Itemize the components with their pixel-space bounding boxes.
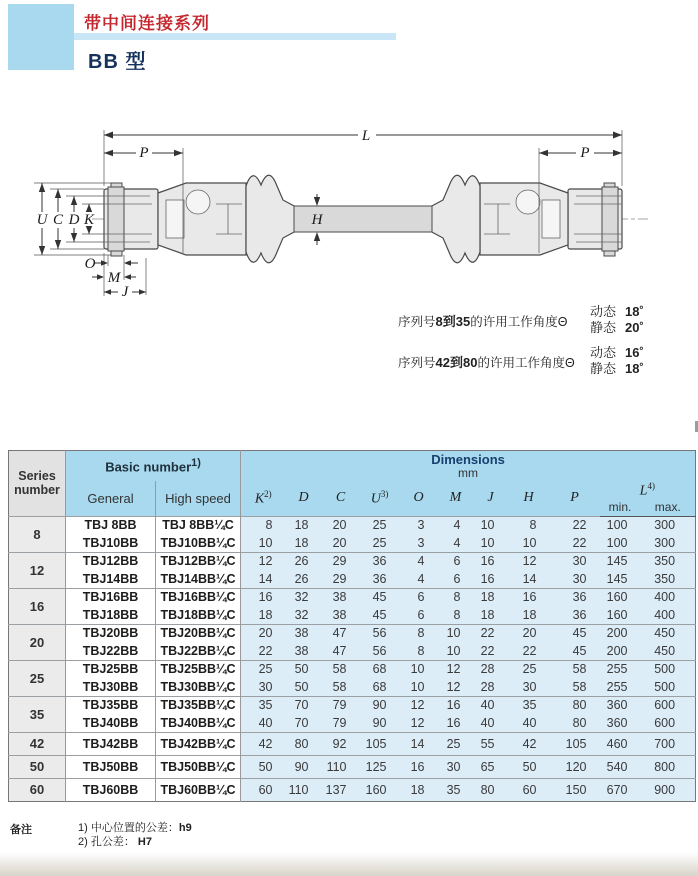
- working-angle-notes: [398, 304, 644, 377]
- dim-label-D: D: [68, 212, 80, 228]
- series-number-cell: 8: [9, 516, 66, 552]
- high-speed-number-cell: TBJ12BB¼C: [156, 552, 241, 570]
- dimension-value-cell: 14: [400, 732, 438, 755]
- dimension-value-cell: 10: [438, 624, 474, 642]
- dimension-value-cell: 10: [474, 534, 508, 552]
- dimension-value-cell: 40: [241, 714, 286, 732]
- dimension-value-cell: 36: [550, 588, 600, 606]
- angle-note-values: [590, 304, 644, 336]
- static-value: 18˚: [625, 361, 644, 376]
- high-speed-number-cell: TBJ16BB¼C: [156, 588, 241, 606]
- dimension-value-cell: 110: [322, 755, 360, 778]
- dimension-value-cell: 50: [241, 755, 286, 778]
- dimension-value-cell: 92: [322, 732, 360, 755]
- dimension-value-cell: 8: [438, 606, 474, 624]
- dimension-value-cell: 56: [360, 624, 400, 642]
- dim-label-U: U: [36, 212, 48, 228]
- high-speed-number-cell: TBJ60BB¼C: [156, 778, 241, 801]
- table-row: [9, 624, 696, 642]
- high-speed-number-cell: TBJ20BB¼C: [156, 624, 241, 642]
- header-col-U: $U^{3)}$: [360, 481, 400, 516]
- header-col-O: O: [400, 481, 438, 516]
- dimension-value-cell: 36: [550, 606, 600, 624]
- angle-note-label: 序列号42到80的许用工作角度Θ: [398, 354, 575, 370]
- dimension-value-cell: 8: [438, 588, 474, 606]
- header-dimensions: Dimensions mm: [241, 451, 696, 482]
- table-row: [9, 552, 696, 570]
- dimension-value-cell: 200: [600, 642, 641, 660]
- dimension-value-cell: 40: [474, 696, 508, 714]
- dimension-value-cell: 16: [241, 588, 286, 606]
- dimension-value-cell: 28: [474, 660, 508, 678]
- dimension-value-cell: 42: [241, 732, 286, 755]
- table-row: [9, 534, 696, 552]
- dimension-value-cell: 80: [474, 778, 508, 801]
- dimension-value-cell: 10: [508, 534, 550, 552]
- series-number-cell: 20: [9, 624, 66, 660]
- dimension-value-cell: 30: [550, 552, 600, 570]
- dimension-value-cell: 14: [508, 570, 550, 588]
- dimension-value-cell: 26: [286, 570, 322, 588]
- general-number-cell: TBJ35BB: [66, 696, 156, 714]
- dimension-value-cell: 58: [550, 678, 600, 696]
- right-joint-assembly: [430, 175, 622, 263]
- dimension-value-cell: 6: [400, 588, 438, 606]
- static-label: 静态: [590, 361, 617, 376]
- dimension-value-cell: 45: [360, 588, 400, 606]
- dimension-value-cell: 80: [550, 714, 600, 732]
- series-number-cell: 60: [9, 778, 66, 801]
- header-accent-rule: [36, 33, 396, 40]
- series-number-cell: 50: [9, 755, 66, 778]
- dimension-value-cell: 58: [550, 660, 600, 678]
- dimension-value-cell: 58: [322, 678, 360, 696]
- dimension-value-cell: 12: [508, 552, 550, 570]
- dimension-value-cell: 40: [508, 714, 550, 732]
- dimension-value-cell: 47: [322, 624, 360, 642]
- dimension-value-cell: 14: [241, 570, 286, 588]
- dimension-value-cell: 4: [400, 570, 438, 588]
- dimension-value-cell: 460: [600, 732, 641, 755]
- table-row: [9, 732, 696, 755]
- series-number-cell: 25: [9, 660, 66, 696]
- high-speed-number-cell: TBJ40BB¼C: [156, 714, 241, 732]
- dimension-value-cell: 26: [286, 552, 322, 570]
- table-row: [9, 778, 696, 801]
- dim-label-P-right: P: [580, 145, 590, 161]
- dimension-value-cell: 105: [360, 732, 400, 755]
- dim-label-O: O: [84, 256, 96, 272]
- header-L-max: max.: [641, 500, 696, 517]
- dimension-value-cell: 35: [508, 696, 550, 714]
- dimension-value-cell: 68: [360, 660, 400, 678]
- angle-note-row: [398, 304, 644, 336]
- dimension-value-cell: 79: [322, 696, 360, 714]
- high-speed-number-cell: TBJ30BB¼C: [156, 678, 241, 696]
- series-number-cell: 42: [9, 732, 66, 755]
- dimension-value-cell: 900: [641, 778, 696, 801]
- dimension-value-cell: 22: [474, 642, 508, 660]
- dimension-value-cell: 60: [241, 778, 286, 801]
- dim-L: [104, 128, 622, 144]
- dimension-value-cell: 6: [438, 552, 474, 570]
- header-col-K: $K^{2)}$: [241, 481, 286, 516]
- general-number-cell: TBJ12BB: [66, 552, 156, 570]
- dimension-value-cell: 600: [641, 714, 696, 732]
- dimension-value-cell: 110: [286, 778, 322, 801]
- dimension-value-cell: 70: [286, 696, 322, 714]
- dimension-value-cell: 145: [600, 570, 641, 588]
- table-row: [9, 606, 696, 624]
- dimension-value-cell: 90: [360, 696, 400, 714]
- dimension-value-cell: 38: [322, 606, 360, 624]
- dimension-value-cell: 4: [438, 516, 474, 534]
- table-row: [9, 570, 696, 588]
- dimension-value-cell: 16: [508, 588, 550, 606]
- dimension-value-cell: 300: [641, 516, 696, 534]
- table-row: [9, 588, 696, 606]
- general-number-cell: TBJ60BB: [66, 778, 156, 801]
- dimension-value-cell: 32: [286, 588, 322, 606]
- table-row: [9, 642, 696, 660]
- dimension-value-cell: 600: [641, 696, 696, 714]
- header-general: General: [66, 481, 156, 516]
- dimension-value-cell: 30: [241, 678, 286, 696]
- dimension-value-cell: 360: [600, 714, 641, 732]
- dimension-value-cell: 100: [600, 516, 641, 534]
- general-number-cell: TBJ16BB: [66, 588, 156, 606]
- table-row: [9, 755, 696, 778]
- dim-label-P-left: P: [139, 145, 149, 161]
- dimension-value-cell: 350: [641, 570, 696, 588]
- dimension-value-cell: 90: [286, 755, 322, 778]
- dimension-value-cell: 25: [508, 660, 550, 678]
- dimension-value-cell: 18: [474, 606, 508, 624]
- dimension-value-cell: 12: [438, 678, 474, 696]
- dimension-value-cell: 40: [474, 714, 508, 732]
- static-label: 静态: [590, 320, 617, 335]
- dimension-value-cell: 10: [400, 678, 438, 696]
- dimension-value-cell: 16: [474, 552, 508, 570]
- dimension-value-cell: 12: [241, 552, 286, 570]
- high-speed-number-cell: TBJ35BB¼C: [156, 696, 241, 714]
- dimension-value-cell: 500: [641, 660, 696, 678]
- dimension-value-cell: 160: [360, 778, 400, 801]
- corner-accent-block: [8, 4, 74, 70]
- dimension-value-cell: 100: [600, 534, 641, 552]
- header-L-min: min.: [600, 500, 641, 517]
- dimension-value-cell: 200: [600, 624, 641, 642]
- dimension-value-cell: 58: [322, 660, 360, 678]
- dimension-value-cell: 12: [400, 696, 438, 714]
- high-speed-number-cell: TBJ22BB¼C: [156, 642, 241, 660]
- footnote-item: 1) 中心位置的公差：h9: [78, 822, 192, 834]
- dimension-value-cell: 16: [438, 714, 474, 732]
- dynamic-value: 16˚: [625, 345, 644, 360]
- general-number-cell: TBJ22BB: [66, 642, 156, 660]
- high-speed-number-cell: TBJ 8BB¼C: [156, 516, 241, 534]
- header-col-M: M: [438, 481, 474, 516]
- general-number-cell: TBJ40BB: [66, 714, 156, 732]
- dimension-value-cell: 30: [508, 678, 550, 696]
- dimension-value-cell: 45: [550, 642, 600, 660]
- general-number-cell: TBJ50BB: [66, 755, 156, 778]
- dimension-value-cell: 12: [438, 660, 474, 678]
- dimension-value-cell: 60: [508, 778, 550, 801]
- dimension-value-cell: 12: [400, 714, 438, 732]
- dimension-value-cell: 20: [241, 624, 286, 642]
- dimension-value-cell: 3: [400, 516, 438, 534]
- high-speed-number-cell: TBJ10BB¼C: [156, 534, 241, 552]
- dimension-value-cell: 4: [400, 552, 438, 570]
- footnotes-label: 备注: [10, 824, 32, 836]
- dimension-value-cell: 70: [286, 714, 322, 732]
- dim-P-right: [539, 145, 622, 161]
- dimension-value-cell: 20: [322, 534, 360, 552]
- dimension-value-cell: 18: [508, 606, 550, 624]
- dimension-value-cell: 150: [550, 778, 600, 801]
- dimension-value-cell: 50: [286, 678, 322, 696]
- dimension-value-cell: 160: [600, 588, 641, 606]
- dimension-value-cell: 56: [360, 642, 400, 660]
- header-basic-number: Basic number$^{1)}$: [66, 451, 241, 482]
- high-speed-number-cell: TBJ25BB¼C: [156, 660, 241, 678]
- dimension-value-cell: 80: [286, 732, 322, 755]
- high-speed-number-cell: TBJ42BB¼C: [156, 732, 241, 755]
- dynamic-value: 18˚: [625, 304, 644, 319]
- table-row: [9, 714, 696, 732]
- dimension-value-cell: 42: [508, 732, 550, 755]
- header-col-C: C: [322, 481, 360, 516]
- dim-OMJ: [85, 256, 146, 300]
- table-row: [9, 516, 696, 534]
- dimension-value-cell: 10: [241, 534, 286, 552]
- dimension-value-cell: 10: [400, 660, 438, 678]
- general-number-cell: TBJ20BB: [66, 624, 156, 642]
- dimension-value-cell: 38: [286, 624, 322, 642]
- dimension-value-cell: 38: [286, 642, 322, 660]
- dimension-value-cell: 20: [322, 516, 360, 534]
- dimension-value-cell: 22: [550, 534, 600, 552]
- dimension-value-cell: 18: [400, 778, 438, 801]
- angle-note-label: 序列号8到35的许用工作角度Θ: [398, 313, 568, 329]
- dim-label-L: L: [361, 128, 371, 144]
- dimension-value-cell: 30: [550, 570, 600, 588]
- dimension-value-cell: 45: [550, 624, 600, 642]
- table-header: [9, 451, 696, 517]
- dimension-value-cell: 45: [360, 606, 400, 624]
- table-row: [9, 678, 696, 696]
- dim-P-left: [104, 145, 183, 161]
- dimension-value-cell: 32: [286, 606, 322, 624]
- dimension-value-cell: 255: [600, 678, 641, 696]
- dimension-value-cell: 38: [322, 588, 360, 606]
- dimension-value-cell: 79: [322, 714, 360, 732]
- dimension-value-cell: 25: [241, 660, 286, 678]
- dimension-value-cell: 36: [360, 570, 400, 588]
- dimension-value-cell: 25: [360, 516, 400, 534]
- dimension-value-cell: 137: [322, 778, 360, 801]
- header-col-P: P: [550, 481, 600, 516]
- dimension-value-cell: 700: [641, 732, 696, 755]
- dimension-value-cell: 29: [322, 552, 360, 570]
- dim-label-M: M: [107, 270, 121, 286]
- dimension-value-cell: 10: [438, 642, 474, 660]
- table-body: [9, 516, 696, 801]
- dimension-value-cell: 50: [286, 660, 322, 678]
- dimension-value-cell: 28: [474, 678, 508, 696]
- dimension-value-cell: 16: [438, 696, 474, 714]
- page-edge-artifact: [0, 852, 698, 876]
- general-number-cell: TBJ30BB: [66, 678, 156, 696]
- dimension-value-cell: 20: [508, 624, 550, 642]
- dimension-value-cell: 90: [360, 714, 400, 732]
- dimension-value-cell: 160: [600, 606, 641, 624]
- general-number-cell: TBJ25BB: [66, 660, 156, 678]
- header-series-number: Series number: [9, 451, 66, 517]
- dimension-value-cell: 22: [241, 642, 286, 660]
- dimension-value-cell: 105: [550, 732, 600, 755]
- dim-UCDK: [37, 183, 95, 255]
- dimension-value-cell: 10: [474, 516, 508, 534]
- dimension-value-cell: 68: [360, 678, 400, 696]
- dimension-value-cell: 500: [641, 678, 696, 696]
- general-number-cell: TBJ 8BB: [66, 516, 156, 534]
- dim-H: [309, 194, 325, 245]
- dimension-value-cell: 125: [360, 755, 400, 778]
- dimension-value-cell: 22: [550, 516, 600, 534]
- static-value: 20˚: [625, 320, 644, 335]
- series-number-cell: 35: [9, 696, 66, 732]
- general-number-cell: TBJ18BB: [66, 606, 156, 624]
- dimension-value-cell: 800: [641, 755, 696, 778]
- series-number-cell: 12: [9, 552, 66, 588]
- angle-note-values: [590, 345, 644, 377]
- technical-drawing: [0, 108, 698, 308]
- dimension-value-cell: 8: [241, 516, 286, 534]
- dimension-value-cell: 18: [241, 606, 286, 624]
- dimension-value-cell: 30: [438, 755, 474, 778]
- page-title: BB 型: [88, 51, 147, 73]
- dimension-value-cell: 3: [400, 534, 438, 552]
- dimension-value-cell: 670: [600, 778, 641, 801]
- header-col-D: D: [286, 481, 322, 516]
- dimension-value-cell: 29: [322, 570, 360, 588]
- dimension-value-cell: 450: [641, 624, 696, 642]
- dimension-value-cell: 16: [474, 570, 508, 588]
- footnotes: [10, 821, 192, 849]
- series-number-cell: 16: [9, 588, 66, 624]
- dimension-value-cell: 8: [400, 624, 438, 642]
- dimension-value-cell: 16: [400, 755, 438, 778]
- general-number-cell: TBJ10BB: [66, 534, 156, 552]
- dim-label-C: C: [52, 212, 64, 228]
- dimension-value-cell: 400: [641, 606, 696, 624]
- dimension-value-cell: 25: [438, 732, 474, 755]
- dimension-value-cell: 4: [438, 534, 474, 552]
- header-col-J: J: [474, 481, 508, 516]
- dimension-value-cell: 22: [474, 624, 508, 642]
- dimension-value-cell: 50: [508, 755, 550, 778]
- dimension-value-cell: 65: [474, 755, 508, 778]
- dimension-value-cell: 35: [241, 696, 286, 714]
- table-row: [9, 660, 696, 678]
- dimension-value-cell: 35: [438, 778, 474, 801]
- dimension-value-cell: 18: [286, 516, 322, 534]
- header-high-speed: High speed: [156, 481, 241, 516]
- dimension-value-cell: 8: [508, 516, 550, 534]
- high-speed-number-cell: TBJ18BB¼C: [156, 606, 241, 624]
- dimension-value-cell: 350: [641, 552, 696, 570]
- header-col-H: H: [508, 481, 550, 516]
- dimension-value-cell: 25: [360, 534, 400, 552]
- dim-label-J: J: [121, 284, 129, 300]
- header-col-L: $L^{4)}$: [600, 481, 696, 500]
- dimension-value-cell: 47: [322, 642, 360, 660]
- dimension-value-cell: 450: [641, 642, 696, 660]
- general-number-cell: TBJ14BB: [66, 570, 156, 588]
- dimension-value-cell: 6: [438, 570, 474, 588]
- dimension-value-cell: 18: [474, 588, 508, 606]
- dynamic-label: 动态: [590, 304, 617, 319]
- dimension-value-cell: 360: [600, 696, 641, 714]
- high-speed-number-cell: TBJ14BB¼C: [156, 570, 241, 588]
- dim-label-K: K: [83, 212, 95, 228]
- dimension-value-cell: 18: [286, 534, 322, 552]
- dimension-value-cell: 145: [600, 552, 641, 570]
- dim-label-H: H: [311, 212, 323, 228]
- dimension-value-cell: 80: [550, 696, 600, 714]
- dimension-value-cell: 400: [641, 588, 696, 606]
- high-speed-number-cell: TBJ50BB¼C: [156, 755, 241, 778]
- dynamic-label: 动态: [590, 345, 617, 360]
- angle-note-row: [398, 345, 644, 377]
- dimension-value-cell: 22: [508, 642, 550, 660]
- series-title: 带中间连接系列: [84, 14, 210, 33]
- dimension-value-cell: 255: [600, 660, 641, 678]
- dimension-value-cell: 540: [600, 755, 641, 778]
- dimension-value-cell: 120: [550, 755, 600, 778]
- dimension-value-cell: 55: [474, 732, 508, 755]
- dimension-value-cell: 36: [360, 552, 400, 570]
- footnote-item: 2) 孔公差： H7: [78, 836, 152, 848]
- general-number-cell: TBJ42BB: [66, 732, 156, 755]
- dimension-value-cell: 6: [400, 606, 438, 624]
- left-joint-assembly: [104, 175, 296, 263]
- dimensions-table: [8, 450, 696, 802]
- table-row: [9, 696, 696, 714]
- dimension-value-cell: 8: [400, 642, 438, 660]
- dimension-value-cell: 300: [641, 534, 696, 552]
